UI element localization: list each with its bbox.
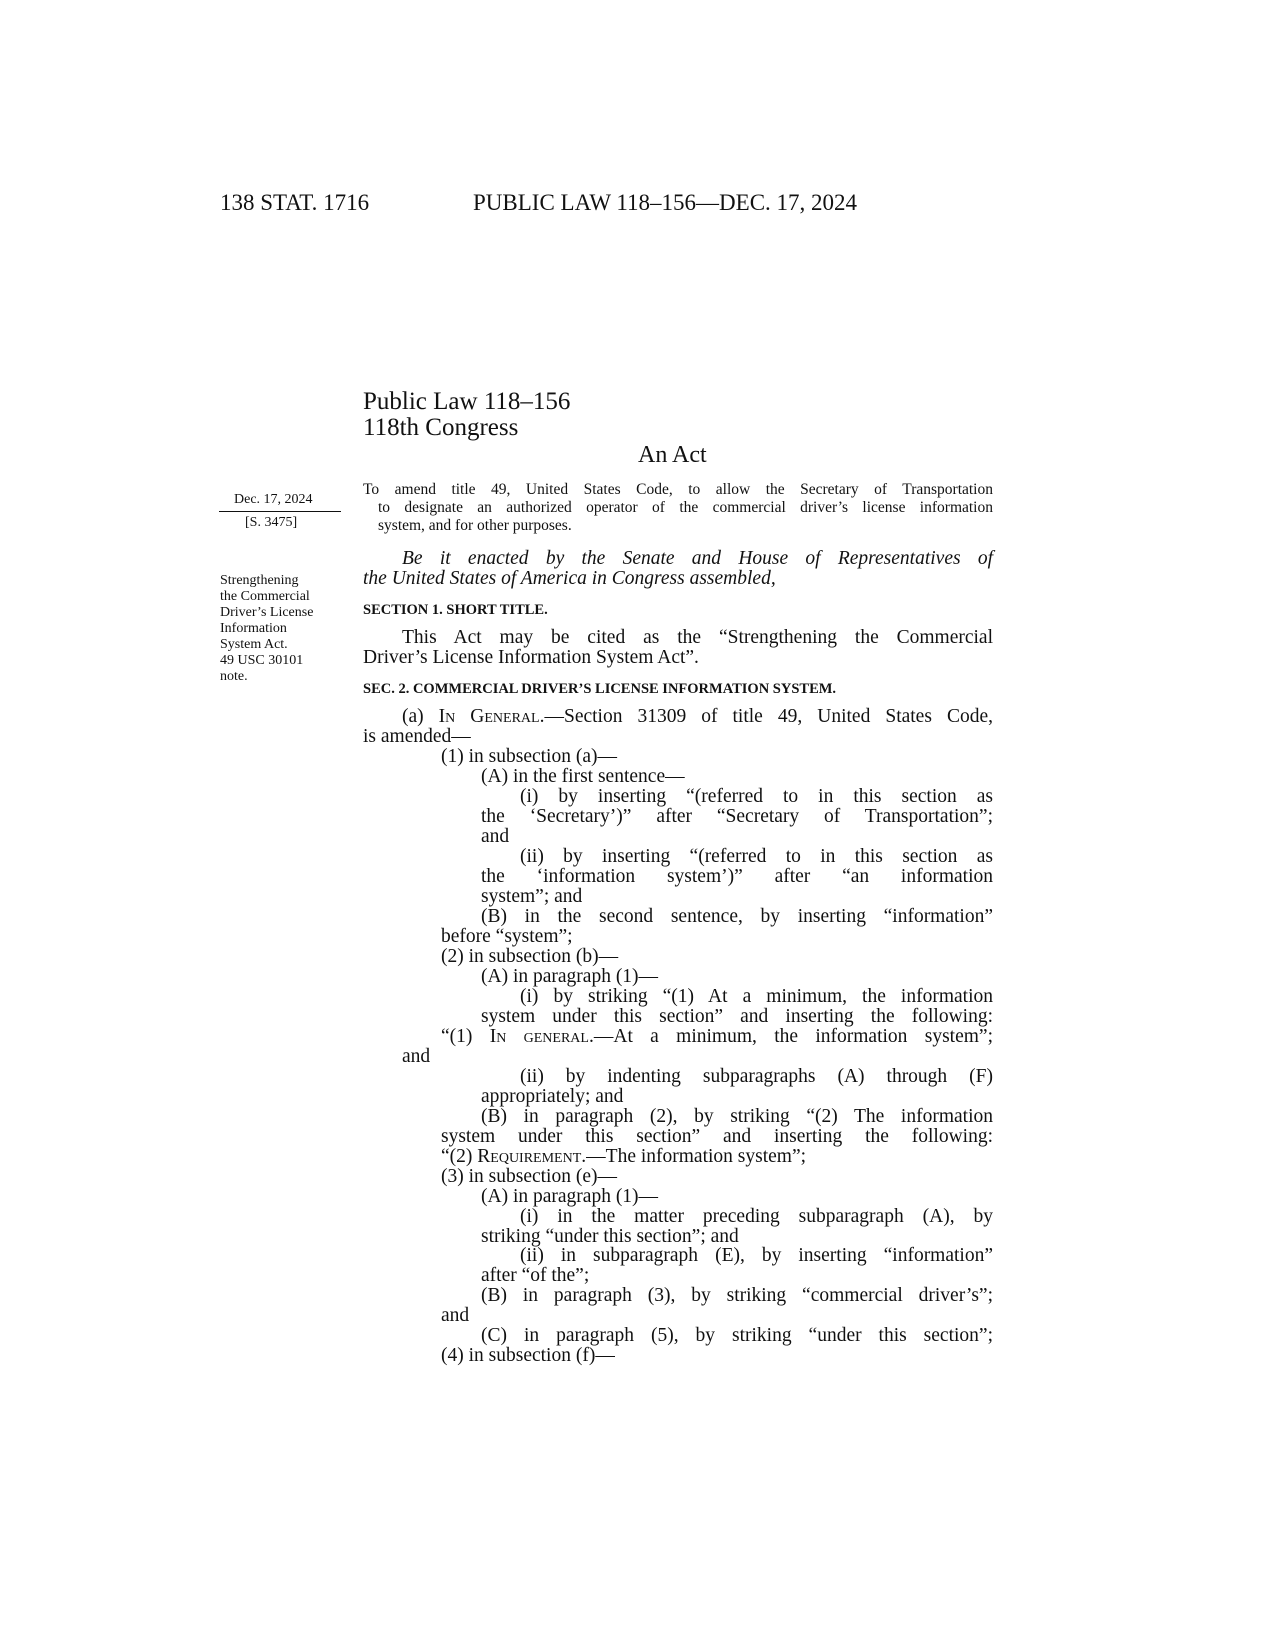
subparagraph-A: (A) in paragraph (1)— bbox=[481, 966, 659, 987]
margin-note-line: Driver’s License bbox=[220, 605, 314, 620]
clause-ii: appropriately; and bbox=[481, 1086, 624, 1107]
subsection-a-line: (a) In General.—Section 31309 of title 49, United States Code, bbox=[402, 706, 993, 727]
subparagraph-A: (A) in the first sentence— bbox=[481, 766, 685, 787]
margin-note-line: Strengthening bbox=[220, 573, 299, 588]
section-1-heading: SECTION 1. SHORT TITLE. bbox=[363, 602, 548, 618]
clause-i: (i) by inserting “(referred to in this section as bbox=[520, 786, 993, 807]
margin-rule bbox=[219, 511, 341, 512]
subparagraph-B: (B) in paragraph (2), by striking “(2) The information bbox=[481, 1106, 993, 1127]
purpose-line: To amend title 49, United States Code, to allow the Secretary of Transportation bbox=[363, 481, 993, 498]
quoted-text: “(1) In general.—At a minimum, the information system”; bbox=[441, 1026, 993, 1047]
paragraph-1: (1) in subsection (a)— bbox=[441, 746, 617, 767]
clause-i: striking “under this section”; and bbox=[481, 1226, 739, 1247]
subparagraph-B: before “system”; bbox=[441, 926, 573, 947]
enacting-clause-line: Be it enacted by the Senate and House of Representatives of bbox=[402, 548, 993, 569]
clause-ii: the ‘information system’)” after “an information bbox=[481, 866, 993, 887]
margin-note-line: System Act. bbox=[220, 637, 288, 652]
subparagraph-A: (A) in paragraph (1)— bbox=[481, 1186, 659, 1207]
subparagraph-B: system under this section” and inserting the following: bbox=[441, 1126, 993, 1147]
clause-ii: (ii) by inserting “(referred to in this section as bbox=[520, 846, 993, 867]
purpose-line: to designate an authorized operator of the commercial driver’s license information bbox=[378, 499, 993, 516]
clause-i: system under this section” and inserting the following: bbox=[481, 1006, 993, 1027]
clause-i: the ‘Secretary’)” after “Secretary of Transportation”; bbox=[481, 806, 993, 827]
section-1-text: This Act may be cited as the “Strengthening the Commercial bbox=[402, 627, 993, 648]
clause-i: (i) in the matter preceding subparagraph (A), by bbox=[520, 1206, 993, 1227]
margin-note-line: Information bbox=[220, 621, 287, 636]
quoted-text: “(2) Requirement.—The information system”; bbox=[441, 1146, 807, 1167]
section-2-heading: SEC. 2. COMMERCIAL DRIVER’S LICENSE INFORMATION SYSTEM. bbox=[363, 681, 837, 697]
purpose-line: system, and for other purposes. bbox=[378, 517, 572, 534]
clause-ii: (ii) in subparagraph (E), by inserting “information” bbox=[520, 1245, 993, 1266]
stat-citation: 138 STAT. 1716 bbox=[220, 190, 370, 215]
subparagraph-B: and bbox=[441, 1305, 470, 1326]
law-number: Public Law 118–156 bbox=[363, 388, 571, 415]
subsection-a-line: is amended— bbox=[363, 726, 471, 747]
subparagraph-B: (B) in the second sentence, by inserting “information” bbox=[481, 906, 993, 927]
running-head: PUBLIC LAW 118–156—DEC. 17, 2024 bbox=[473, 190, 858, 215]
conjunction: and bbox=[402, 1046, 431, 1067]
paragraph-3: (3) in subsection (e)— bbox=[441, 1166, 617, 1187]
margin-note-line: the Commercial bbox=[220, 589, 310, 604]
margin-note-line: note. bbox=[220, 669, 248, 684]
margin-note-line: 49 USC 30101 bbox=[220, 653, 304, 668]
margin-note bbox=[220, 573, 313, 685]
section-1-text: Driver’s License Information System Act”. bbox=[363, 647, 699, 668]
margin-bill: [S. 3475] bbox=[245, 515, 298, 530]
clause-i: (i) by striking “(1) At a minimum, the information bbox=[520, 986, 993, 1007]
clause-ii: system”; and bbox=[481, 886, 583, 907]
clause-i: and bbox=[481, 826, 510, 847]
subparagraph-C: (C) in paragraph (5), by striking “under this section”; bbox=[481, 1325, 993, 1346]
enacting-clause-line: the United States of America in Congress assembled, bbox=[363, 568, 776, 589]
clause-ii: after “of the”; bbox=[481, 1265, 590, 1286]
subparagraph-B: (B) in paragraph (3), by striking “commercial driver’s”; bbox=[481, 1285, 993, 1306]
act-label: An Act bbox=[638, 442, 707, 468]
clause-ii: (ii) by indenting subparagraphs (A) through (F) bbox=[520, 1066, 993, 1087]
paragraph-2: (2) in subsection (b)— bbox=[441, 946, 619, 967]
margin-date: Dec. 17, 2024 bbox=[234, 492, 313, 507]
congress: 118th Congress bbox=[363, 414, 519, 441]
paragraph-4: (4) in subsection (f)— bbox=[441, 1345, 615, 1366]
